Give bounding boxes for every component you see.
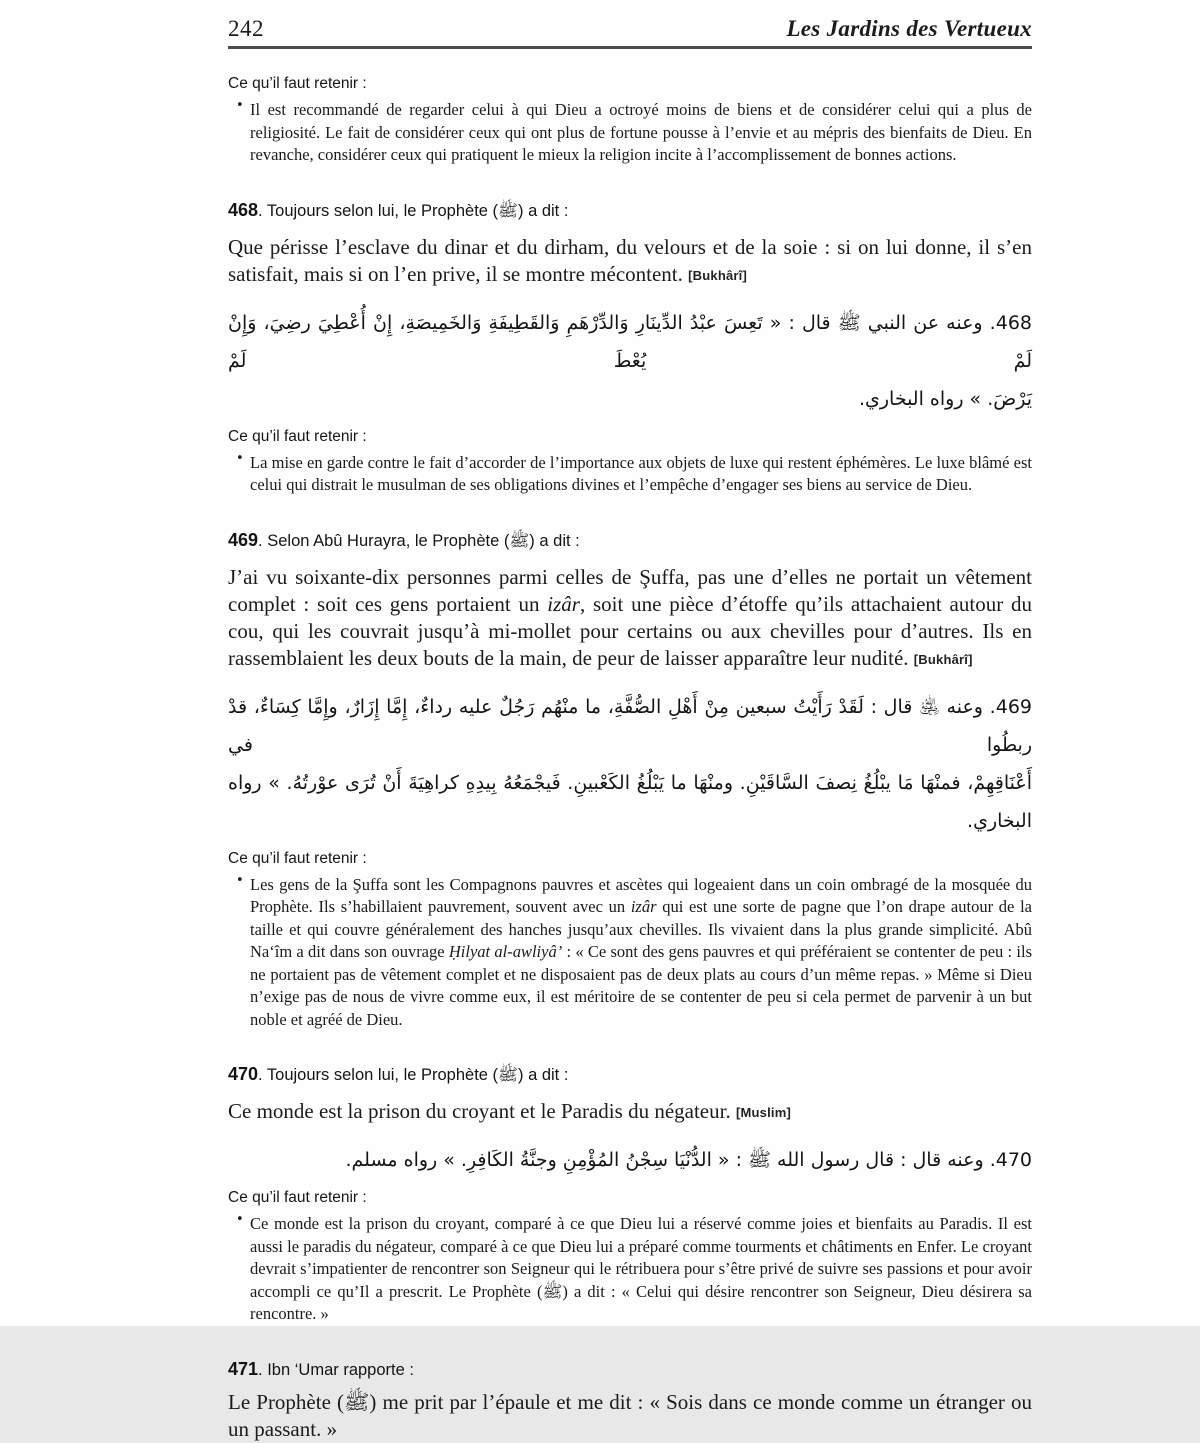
hadith-heading-text: . Toujours selon lui, le Prophète (ﷺ) a dit : [258, 201, 569, 220]
hadith-heading-text: . Selon Abû Hurayra, le Prophète (ﷺ) a dit : [258, 531, 580, 550]
hadith-heading [228, 1064, 1032, 1089]
arabic-line: 468. وعنه عن النبي ﷺ قال : « تَعِسَ عبْدُ الدِّينَارِ وَالدِّرْهَمِ وَالقَطِيفَةِ وَالخَمِيصَةِ، إِنْ أُعْطِيَ رضِيَ، وَإِنْ لَمْ يُعْطَ لَمْ [228, 311, 1032, 372]
page-title: Les Jardins des Vertueux [786, 16, 1032, 41]
header-rule [228, 46, 1032, 49]
bullet-icon: • [236, 872, 244, 888]
list-item [228, 99, 1032, 167]
quote-text: Ce monde est la prison du croyant et le Paradis du négateur. [228, 1099, 731, 1123]
bullet-icon: • [236, 98, 244, 113]
retenir-text: Il est recommandé de regarder celui à qui Dieu a octroyé moins de biens et de considérer celui qui a plus de religiosité. Le fait de considérer ceux qui ont plus de fortune pousse à l’envie et au mépris des bienfaits de Dieu. En revanche, considérer ceux qui pratiquent le mieux la religion incite à l’accomplissement de bonnes actions. [250, 100, 1032, 164]
arabic-line: 470. وعنه قال : قال رسول الله ﷺ : « الدُّنْيَا سِجْنُ المُؤْمِنِ وجنَّةُ الكَافِرِ. » رواه مسلم. [345, 1149, 1032, 1171]
arabic-line: 469. وعنه ﵁ قال : لَقَدْ رَأَيْتُ سبعين مِنْ أَهْلِ الصُّفَّةِ، ما منْهُم رَجُلٌ عليه رداءٌ، إِمَّا إِزَارٌ، وإِمَّا كِسَاءٌ، قدْ ربطُوا في [228, 695, 1032, 756]
source-tag: [Bukhârî] [913, 651, 973, 667]
retenir-text: La mise en garde contre le fait d’accorder de l’importance aux objets de luxe qui restent éphémères. Le luxe blâmé est celui qui distrait le musulman de ses obligations divines et l’empêche d’engager ses biens au service de Dieu. [250, 452, 1032, 494]
arabic-line: يَرْضَ. » رواه البخاري. [858, 387, 1032, 410]
source-tag: [Bukhârî] [688, 267, 748, 283]
hadith-number: 469 [228, 529, 259, 550]
retenir-text: Ce monde est la prison du croyant, comparé à ce que Dieu lui a réservé comme joies et bienfaits au Paradis. Il est aussi le paradis du négateur, comparé à ce que Dieu lui a préparé comme tourments et châtiments en Enfer. Le croyant devrait s’impatienter de rencontrer son Seigneur qui le rétribuera pour s’être privé de suivre ses passions et pour avoir accompli ce qu’Il a prescrit. Le Prophète (ﷺ) a dit : « Celui qui désire rencontrer son Seigneur, Dieu désirera sa rencontre. » [250, 1214, 1032, 1323]
hadith-number: 468 [228, 199, 259, 220]
retenir-label: Ce qu’il faut retenir : [228, 427, 367, 445]
quote-text: Le Prophète (ﷺ) me prit par l’épaule et me dit : « Sois dans ce monde comme un étranger ou un passant. » [228, 1389, 1032, 1441]
arabic-line: أَعْنَاقِهِمْ، فمنْهَا مَا يبْلُغُ نِصفَ السَّاقَيْنِ. ومنْهَا ما يَبْلُغُ الكَعْبينِ. فَيجْمَعُهُ بِيدِهِ كراهِيَةَ أَنْ تُرَى عوْرتُهُ. » رواه البخاري. [228, 771, 1032, 832]
hadith-quote [228, 1098, 1032, 1127]
quote-text: J’ai vu soixante-dix personnes parmi celles de Şuffa, pas une d’elles ne portait un vêtement complet : soit ces gens portaient un izâr, soit une pièce d’étoffe qu’ils attachaient autour du cou, qui les couvrait jusqu’à mi-mollet pour certains ou aux chevilles pour d’autres. Ils en rassemblaient les deux bouts de la main, de peur de laisser apparaître leur nudité. [228, 564, 1032, 670]
bullet-icon: • [236, 450, 244, 466]
hadith-heading [228, 200, 1032, 225]
arabic-text [228, 1141, 1032, 1179]
source-tag: [Muslim] [735, 1105, 791, 1120]
retenir-block [228, 428, 1032, 497]
hadith-number: 470 [228, 1064, 259, 1084]
bullet-icon: • [236, 1212, 244, 1227]
hadith-number: 471 [228, 1358, 259, 1379]
arabic-text [228, 688, 1032, 840]
hadith-heading-text: . Ibn ‘Umar rapporte : [258, 1360, 414, 1379]
retenir-block [228, 850, 1032, 1032]
retenir-label: Ce qu’il faut retenir : [228, 1189, 367, 1206]
hadith-469 [228, 530, 1032, 1032]
hadith-468 [228, 200, 1032, 497]
page-content [228, 16, 1032, 1443]
page-number: 242 [228, 16, 264, 41]
hadith-quote [228, 234, 1032, 290]
hadith-quote [228, 564, 1032, 674]
retenir-label: Ce qu’il faut retenir : [228, 849, 367, 867]
hadith-heading [228, 530, 1032, 555]
running-header [228, 16, 1032, 46]
hadith-heading [228, 1359, 1032, 1380]
retenir-block [228, 1189, 1032, 1326]
retenir-text: Les gens de la Şuffa sont les Compagnons pauvres et ascètes qui logeaient dans un coin ombragé de la mosquée du Prophète. Ils s’habillaient pauvrement, souvent avec un izâr qui est une sorte de pagne que l’on drape autour de la taille et qui couvre généralement des hanches jusqu’aux chevilles. Ils vivaient dans la plus grande simplicité. Abû Na‘îm a dit dans son ouvrage Ḥilyat al-awliyâ’ : « Ce sont des gens pauvres et qui préféraient se contenter de peu : ils ne portaient pas de vêtement complet et ne disposaient pas de deux plats au cours d’un même repas. » Même si Dieu n’exige pas de nous de vivre comme eux, il est méritoire de se contenter de peu si cela permet de parvenir à un but noble et agréé de Dieu. [250, 874, 1033, 1029]
hadith-quote [228, 1389, 1032, 1443]
retenir-label: Ce qu’il faut retenir : [228, 75, 367, 92]
list-item [228, 1213, 1032, 1326]
hadith-471 [228, 1359, 1032, 1443]
list-item [228, 874, 1032, 1032]
arabic-text [228, 304, 1032, 418]
retenir-intro [228, 75, 1032, 167]
list-item [228, 452, 1032, 497]
quote-text: Que périsse l’esclave du dinar et du dirham, du velours et de la soie : si on lui donne, il s’en satisfait, mais si on l’en prive, il se montre mécontent. [228, 234, 1032, 286]
hadith-heading-text: . Toujours selon lui, le Prophète (ﷺ) a dit : [258, 1066, 569, 1084]
hadith-470 [228, 1064, 1032, 1326]
